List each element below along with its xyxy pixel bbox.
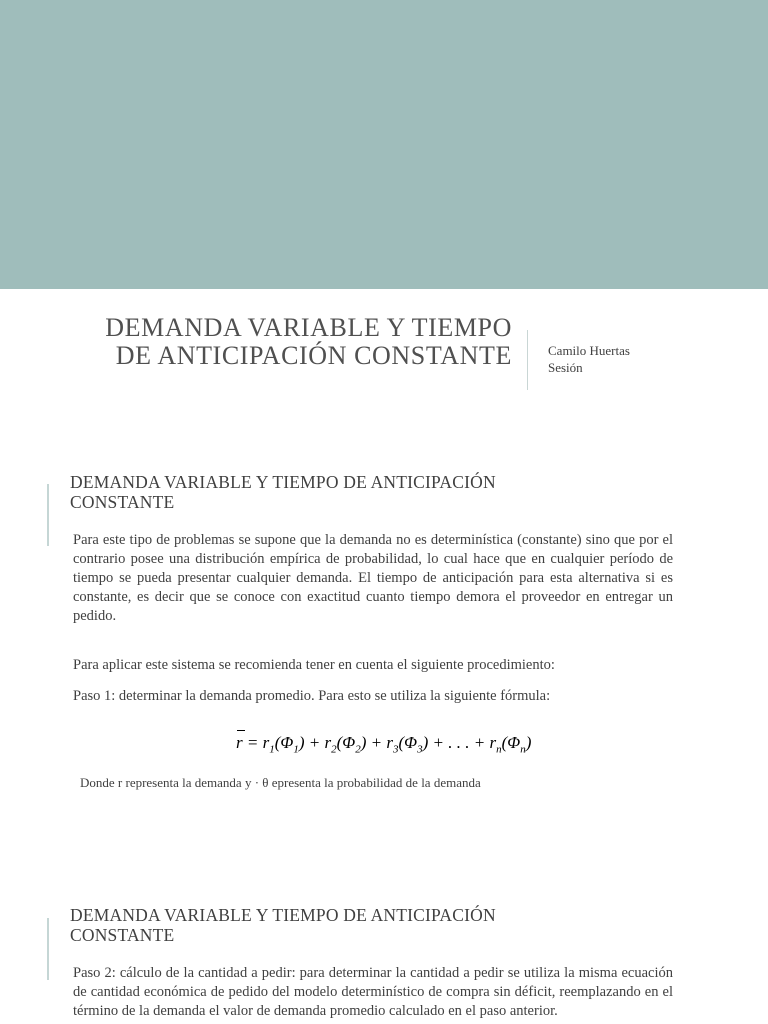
- title-banner: [0, 0, 768, 289]
- title-line-2: DE ANTICIPACIÓN CONSTANTE: [115, 341, 512, 370]
- slide1-heading: [70, 472, 710, 512]
- title-line-1: DEMANDA VARIABLE Y TIEMPO: [105, 313, 512, 342]
- slide2-heading-line-2: CONSTANTE: [70, 925, 175, 945]
- formula-term-2: $r_2(\Phi_2)$: [324, 733, 367, 756]
- formula-equals: =: [242, 733, 263, 752]
- formula-term-1: $r_1(\Phi_1)$: [262, 733, 305, 756]
- slide2-heading-line-1: DEMANDA VARIABLE Y TIEMPO DE ANTICIPACIÓN: [70, 905, 496, 925]
- slide2-paragraph-1: Paso 2: cálculo de la cantidad a pedir: para determinar la cantidad a pedir se utiliza la misma ecuación de cantidad económica de pedido del modelo determinístico de compra sin déficit, reemplazando en el término de la demanda el valor de demanda promedio calculado en el paso anterior.: [73, 965, 673, 1019]
- title-divider: [527, 330, 528, 390]
- slide1-accent-bar: [47, 484, 49, 546]
- formula-ellipsis: + . . . +: [428, 733, 490, 752]
- presentation-title: [30, 314, 512, 370]
- slide1-paragraph-2: Para aplicar este sistema se recomienda tener en cuenta el siguiente procedimiento:: [73, 657, 555, 673]
- slide1-paragraph-1: Para este tipo de problemas se supone que la demanda no es determinística (constante) sino que por el contrario posee una distribución empírica de probabilidad, lo cual hace que en cualquier período de tiempo se pueda presentar cualquier demanda. El tiempo de anticipación para esta alternativa si es constante, es decir que se conoce con exactitud cuanto tiempo demora el proveedor en entregar un pedido.: [73, 532, 673, 624]
- formula-plus: +: [304, 733, 325, 752]
- average-demand-formula: [236, 733, 531, 755]
- slide2-heading: [70, 905, 710, 945]
- slide1-heading-line-2: CONSTANTE: [70, 492, 175, 512]
- formula-term-n: $r_n(\Phi_n)$: [489, 733, 532, 756]
- subtitle: [548, 342, 630, 376]
- formula-note: Donde r representa la demanda y · θ epresenta la probabilidad de la demanda: [80, 775, 481, 790]
- formula-plus: +: [366, 733, 387, 752]
- slide1-paragraph-3: Paso 1: determinar la demanda promedio. Para esto se utiliza la siguiente fórmula:: [73, 688, 551, 704]
- slide2-accent-bar: [47, 918, 49, 980]
- author-name: Camilo Huertas: [548, 343, 630, 358]
- slide1-heading-line-1: DEMANDA VARIABLE Y TIEMPO DE ANTICIPACIÓN: [70, 472, 496, 492]
- session-label: Sesión: [548, 360, 583, 375]
- formula-term-3: $r_3(\Phi_3)$: [386, 733, 429, 756]
- formula-r-bar: r: [236, 733, 243, 752]
